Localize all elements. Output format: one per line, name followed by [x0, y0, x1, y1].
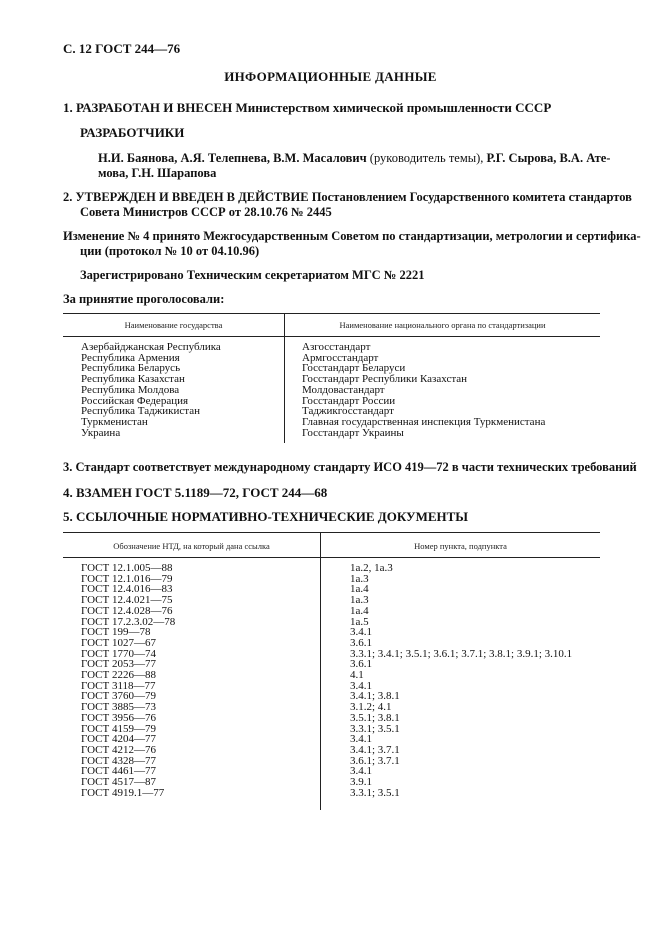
item-1: [63, 100, 551, 116]
state-cell: Азербайджанская Республика: [81, 341, 221, 353]
clause-cell: 1а.4: [350, 604, 369, 617]
state-cell: Республика Беларусь: [81, 362, 181, 375]
votes-states-column: [81, 342, 221, 438]
item-3: 3. Стандарт соответствует международному стандарту ИСО 419—72 в части технических требований: [63, 460, 637, 474]
state-cell: Республика Казахстан: [81, 373, 185, 386]
doc-cell: ГОСТ 1770—74: [81, 647, 156, 660]
item-2-line-2: Совета Министров СССР от 28.10.76 № 2445: [80, 205, 332, 219]
doc-cell: ГОСТ 12.4.028—76: [81, 604, 173, 617]
clause-cell: 3.3.1; 3.4.1; 3.5.1; 3.6.1; 3.7.1; 3.8.1; 3.9.1; 3.10.1: [350, 647, 573, 660]
body-cell: Госстандарт Беларуси: [302, 362, 406, 375]
body-cell: Госстандарт России: [302, 394, 396, 407]
item-2-lead: 2. УТВЕРЖДЕН И ВВЕДЕН В ДЕЙСТВИЕ: [63, 190, 309, 204]
amendment-line-1: Изменение № 4 принято Межгосударственным Советом по стандартизации, метрологии и сертифика-: [63, 229, 641, 243]
clause-cell: 3.4.1: [350, 765, 372, 778]
doc-cell: ГОСТ 3956—76: [81, 711, 156, 724]
body-cell: Главная государственная инспекция Туркменистана: [302, 415, 546, 428]
developers-names-2: Р.Г. Сырова, В.А. Ате-: [486, 151, 611, 165]
item-2-rest: Постановлением Государственного комитета стандартов: [311, 190, 632, 204]
state-cell: Туркменистан: [81, 415, 148, 428]
item-1-lead: РАЗРАБОТАН И ВНЕСЕН: [76, 100, 233, 115]
refs-docs-column: [81, 563, 175, 798]
page-header: С. 12 ГОСТ 244—76: [63, 41, 181, 56]
doc-cell: ГОСТ 1027—67: [81, 636, 156, 649]
clause-cell: 3.1.2; 4.1: [350, 701, 392, 714]
doc-cell: ГОСТ 4919.1—77: [81, 786, 165, 799]
item-2-line-1: [63, 190, 632, 205]
developers-line-1: [98, 151, 610, 166]
clause-cell: 3.6.1: [350, 658, 372, 671]
registered-note: Зарегистрировано Техническим секретариатом МГС № 2221: [80, 268, 425, 282]
body-cell: Госстандарт Украины: [302, 426, 404, 439]
clause-cell: 3.4.1: [350, 679, 372, 692]
body-cell: Таджикгосстандарт: [302, 405, 394, 418]
state-cell: Республика Таджикистан: [81, 405, 200, 418]
developers-label: РАЗРАБОТЧИКИ: [80, 125, 185, 140]
clause-cell: 3.3.1; 3.5.1: [350, 722, 400, 735]
clause-cell: 3.9.1: [350, 776, 372, 789]
refs-header-clause: Номер пункта, подпункта: [414, 541, 507, 551]
body-cell: Молдовастандарт: [302, 383, 385, 396]
clause-cell: 1а.2, 1а.3: [350, 562, 393, 574]
doc-cell: ГОСТ 4159—79: [81, 722, 156, 735]
clause-cell: 3.4.1; 3.7.1: [350, 743, 400, 756]
doc-cell: ГОСТ 2053—77: [81, 658, 156, 671]
developers-names-1: Н.И. Баянова, А.Я. Телепнева, В.М. Масалович: [98, 151, 367, 165]
votes-header-state: Наименование государства: [124, 320, 223, 330]
clause-cell: 1а.4: [350, 583, 369, 596]
doc-cell: ГОСТ 12.4.021—75: [81, 594, 173, 607]
votes-bodies-column: [302, 342, 545, 438]
clause-cell: 4.1: [350, 669, 364, 682]
clause-cell: 3.6.1; 3.7.1: [350, 754, 400, 767]
state-cell: Российская Федерация: [81, 394, 189, 407]
doc-cell: ГОСТ 3885—73: [81, 701, 156, 714]
item-1-rest: Министерством химической промышленности СССР: [235, 100, 552, 115]
clause-cell: 3.6.1: [350, 636, 372, 649]
votes-header-body: Наименование национального органа по стандартизации: [339, 320, 546, 330]
doc-cell: ГОСТ 12.1.005—88: [81, 562, 173, 574]
clause-cell: 3.3.1; 3.5.1: [350, 786, 400, 799]
state-cell: Республика Молдова: [81, 383, 180, 396]
item-5: 5. ССЫЛОЧНЫЕ НОРМАТИВНО-ТЕХНИЧЕСКИЕ ДОКУМЕНТЫ: [63, 509, 469, 524]
clause-cell: 3.4.1: [350, 733, 372, 746]
doc-cell: ГОСТ 17.2.3.02—78: [81, 615, 176, 628]
doc-cell: ГОСТ 2226—88: [81, 669, 156, 682]
votes-table-header-rule: [63, 336, 600, 337]
doc-cell: ГОСТ 12.1.016—79: [81, 572, 173, 585]
refs-table-header-rule: [63, 557, 600, 558]
refs-clauses-column: [350, 563, 572, 798]
votes-table-top-rule: [63, 313, 600, 314]
clause-cell: 1а.5: [350, 615, 369, 628]
clause-cell: 3.4.1; 3.8.1: [350, 690, 400, 703]
clause-cell: 3.4.1: [350, 626, 372, 639]
refs-header-doc: Обозначение НТД, на который дана ссылка: [113, 541, 270, 551]
doc-cell: ГОСТ 3118—77: [81, 679, 156, 692]
clause-cell: 1а.3: [350, 594, 369, 607]
refs-table-divider: [320, 532, 321, 810]
item-4: 4. ВЗАМЕН ГОСТ 5.1189—72, ГОСТ 244—68: [63, 485, 328, 500]
page-title: ИНФОРМАЦИОННЫЕ ДАННЫЕ: [224, 69, 437, 84]
doc-cell: ГОСТ 4461—77: [81, 765, 156, 778]
body-cell: Армгосстандарт: [302, 351, 379, 364]
amendment-line-2: ции (протокол № 10 от 04.10.96): [80, 244, 260, 258]
votes-table-divider: [284, 313, 285, 443]
clause-cell: 3.5.1; 3.8.1: [350, 711, 400, 724]
doc-cell: ГОСТ 4212—76: [81, 743, 156, 756]
doc-cell: ГОСТ 3760—79: [81, 690, 156, 703]
state-cell: Украина: [81, 426, 121, 439]
doc-cell: ГОСТ 199—78: [81, 626, 151, 639]
doc-cell: ГОСТ 4517—87: [81, 776, 156, 789]
state-cell: Республика Армения: [81, 351, 180, 364]
body-cell: Азгосстандарт: [302, 341, 371, 353]
developers-role: (руководитель темы),: [369, 151, 484, 165]
doc-cell: ГОСТ 4328—77: [81, 754, 156, 767]
voted-label: За принятие проголосовали:: [63, 292, 225, 306]
doc-cell: ГОСТ 12.4.016—83: [81, 583, 173, 596]
item-1-number: 1.: [63, 100, 73, 115]
doc-cell: ГОСТ 4204—77: [81, 733, 156, 746]
refs-table-top-rule: [63, 532, 600, 533]
developers-line-2: мова, Г.Н. Шарапова: [98, 166, 217, 180]
clause-cell: 1а.3: [350, 572, 369, 585]
body-cell: Госстандарт Республики Казахстан: [302, 373, 468, 386]
